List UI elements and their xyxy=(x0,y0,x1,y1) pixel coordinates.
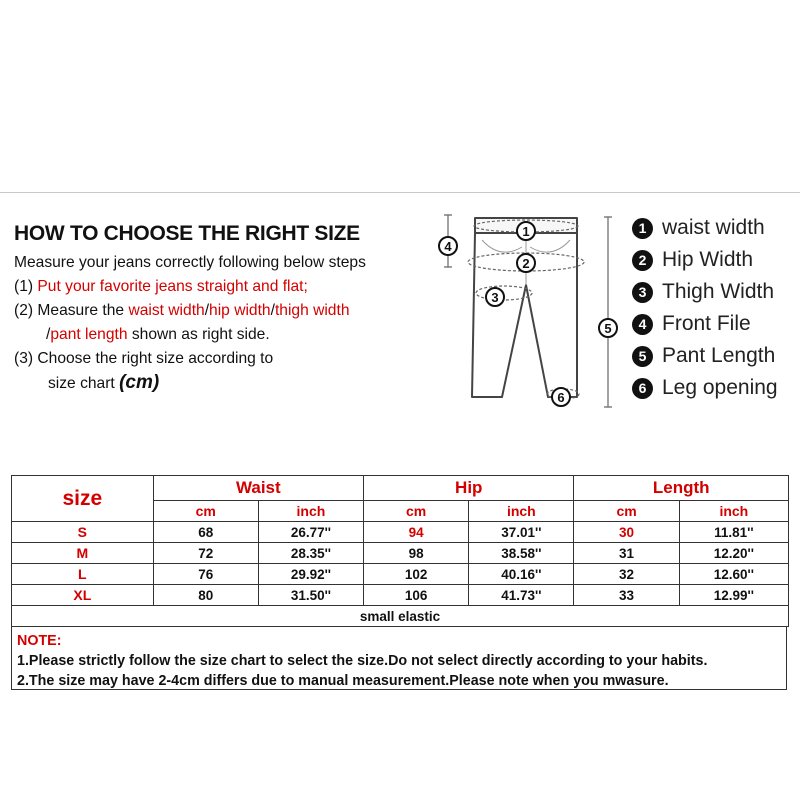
step-3-number: (3) xyxy=(14,350,34,367)
step-2-suffix: shown as right side. xyxy=(131,326,270,343)
legend-label: Leg opening xyxy=(662,376,778,399)
legend-label: Pant Length xyxy=(662,344,776,367)
step-3-line2: size chart xyxy=(48,375,115,392)
page-title: HOW TO CHOOSE THE RIGHT SIZE xyxy=(14,222,360,245)
measure-guides xyxy=(444,215,612,407)
step-3 xyxy=(14,347,434,371)
group-header-hip: Hip xyxy=(364,476,574,501)
table-cell: 32 xyxy=(574,564,679,585)
top-divider xyxy=(0,192,800,193)
diagram-marker-label: 1 xyxy=(522,224,530,239)
table-row xyxy=(12,543,789,564)
diagram-marker-3 xyxy=(486,288,504,306)
unit-header: cm xyxy=(364,501,469,522)
diagram-marker-5 xyxy=(599,319,617,337)
number-badge-icon: 1 xyxy=(632,218,653,239)
table-cell: 12.20'' xyxy=(679,543,788,564)
diagram-marker-2 xyxy=(517,254,535,272)
size-cell: XL xyxy=(12,585,154,606)
step-2-hip: hip width xyxy=(209,302,271,319)
step-2-sep: / xyxy=(46,326,51,343)
table-cell: 94 xyxy=(364,522,469,543)
size-column-header: size xyxy=(12,476,154,522)
diagram-marker-label: 4 xyxy=(444,239,452,254)
diagram-marker-label: 6 xyxy=(557,390,565,405)
diagram-marker-4 xyxy=(439,237,457,255)
table-cell: 40.16'' xyxy=(469,564,574,585)
table-cell: 30 xyxy=(574,522,679,543)
legend-label: Thigh Width xyxy=(662,280,775,303)
table-cell: 31.50'' xyxy=(258,585,363,606)
legend-item xyxy=(632,244,778,276)
group-header-waist: Waist xyxy=(153,476,363,501)
table-cell: 12.99'' xyxy=(679,585,788,606)
size-cell: L xyxy=(12,564,154,585)
step-1-number: (1) xyxy=(14,278,34,295)
number-badge-icon: 6 xyxy=(632,378,653,399)
table-cell: 37.01'' xyxy=(469,522,574,543)
size-cell: M xyxy=(12,543,154,564)
measure-instructions xyxy=(14,251,434,395)
table-cell: 76 xyxy=(153,564,258,585)
table-row xyxy=(12,564,789,585)
step-2-prefix: Measure the xyxy=(37,302,125,319)
legend-label: Front File xyxy=(662,312,751,335)
table-cell: 28.35'' xyxy=(258,543,363,564)
measurement-legend xyxy=(632,212,778,404)
group-header-length: Length xyxy=(574,476,789,501)
step-1 xyxy=(14,275,434,299)
note-line-1: 1.Please strictly follow the size chart to select the size.Do not select directly according to your habits. xyxy=(17,653,708,669)
diagram-marker-6 xyxy=(552,388,570,406)
note-line-2: 2.The size may have 2-4cm differs due to manual measurement.Please note when you mwasure. xyxy=(17,673,669,689)
table-cell: 72 xyxy=(153,543,258,564)
step-2-waist: waist width xyxy=(128,302,205,319)
diagram-marker-label: 2 xyxy=(522,256,530,271)
table-cell: 68 xyxy=(153,522,258,543)
size-chart-table xyxy=(11,475,789,627)
table-cell: 26.77'' xyxy=(258,522,363,543)
legend-item xyxy=(632,308,778,340)
table-cell: 12.60'' xyxy=(679,564,788,585)
table-cell: 102 xyxy=(364,564,469,585)
table-cell: 98 xyxy=(364,543,469,564)
fabric-note: small elastic xyxy=(12,606,789,627)
unit-header: inch xyxy=(679,501,788,522)
legend-label: waist width xyxy=(662,216,765,239)
step-2 xyxy=(14,299,434,323)
step-2-sep: / xyxy=(204,302,210,319)
table-cell: 38.58'' xyxy=(469,543,574,564)
diagram-marker-label: 3 xyxy=(491,290,499,305)
legend-item xyxy=(632,372,778,404)
step-3-continued xyxy=(14,371,434,395)
number-badge-icon: 3 xyxy=(632,282,653,303)
unit-label: (cm) xyxy=(119,372,160,393)
table-cell: 80 xyxy=(153,585,258,606)
unit-header: inch xyxy=(469,501,574,522)
step-2-number: (2) xyxy=(14,302,34,319)
step-2-continued xyxy=(14,323,434,347)
number-badge-icon: 5 xyxy=(632,346,653,367)
step-2-pant: pant length xyxy=(50,326,128,343)
table-row xyxy=(12,585,789,606)
table-group-header-row xyxy=(12,476,789,501)
table-cell: 33 xyxy=(574,585,679,606)
unit-header: cm xyxy=(153,501,258,522)
note-box xyxy=(11,626,787,690)
table-cell: 29.92'' xyxy=(258,564,363,585)
table-cell: 106 xyxy=(364,585,469,606)
step-2-thigh: thigh width xyxy=(274,302,350,319)
table-row xyxy=(12,522,789,543)
diagram-marker-1 xyxy=(517,222,535,240)
number-badge-icon: 4 xyxy=(632,314,653,335)
size-cell: S xyxy=(12,522,154,543)
legend-label: Hip Width xyxy=(662,248,754,271)
step-2-sep: / xyxy=(270,302,275,319)
jeans-measurement-diagram xyxy=(430,205,630,410)
table-cell: 31 xyxy=(574,543,679,564)
legend-item xyxy=(632,212,778,244)
unit-header: inch xyxy=(258,501,363,522)
step-3-text: Choose the right size according to xyxy=(37,350,274,367)
table-cell: 11.81'' xyxy=(679,522,788,543)
legend-item xyxy=(632,340,778,372)
diagram-marker-label: 5 xyxy=(604,321,612,336)
note-heading: NOTE: xyxy=(17,633,62,649)
step-1-text: Put your favorite jeans straight and flat; xyxy=(37,278,308,295)
legend-item xyxy=(632,276,778,308)
table-cell: 41.73'' xyxy=(469,585,574,606)
instructions-intro: Measure your jeans correctly following below steps xyxy=(14,254,366,271)
table-footer-row xyxy=(12,606,789,627)
number-badge-icon: 2 xyxy=(632,250,653,271)
unit-header: cm xyxy=(574,501,679,522)
